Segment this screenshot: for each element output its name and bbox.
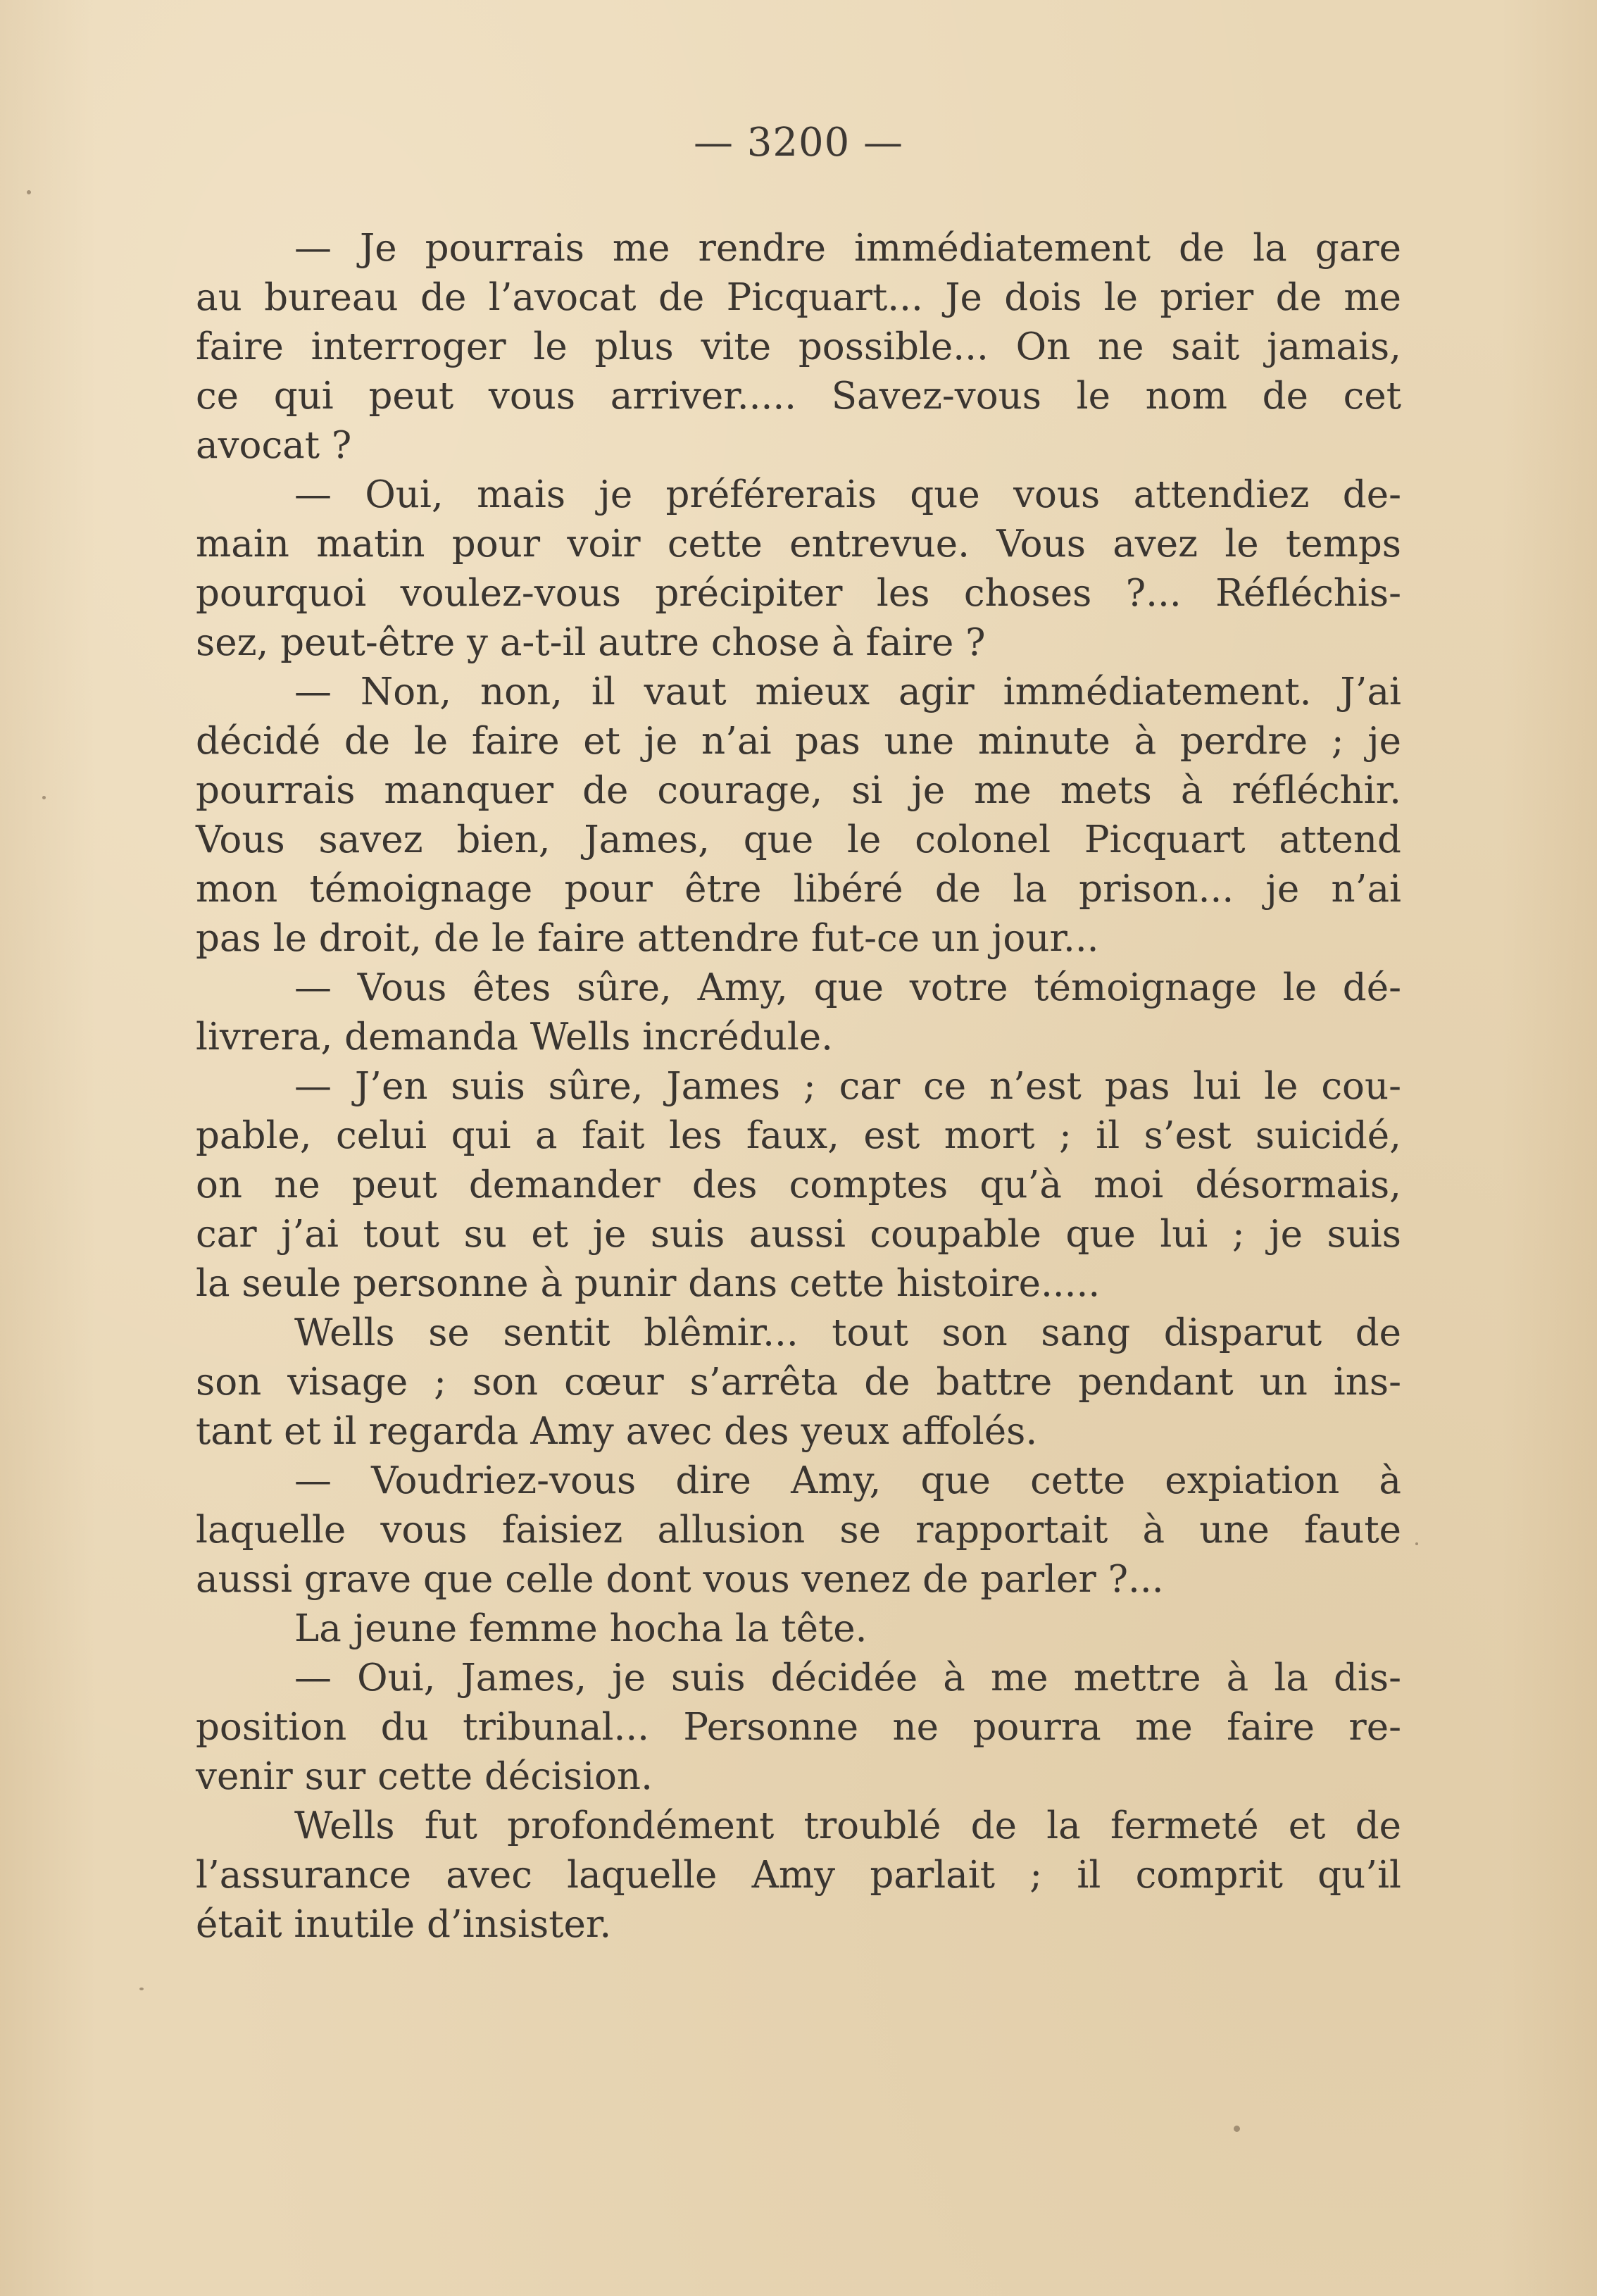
text-line: car j’ai tout su et je suis aussi coupable que lui ; je suis — [196, 1213, 1401, 1256]
text-line: tant et il regarda Amy avec des yeux affolés. — [196, 1410, 1038, 1453]
page-number: — 3200 — — [693, 120, 904, 166]
text-line: livrera, demanda Wells incrédule. — [196, 1016, 833, 1059]
text-line: — Je pourrais me rendre immédiatement de la gare — [294, 227, 1401, 270]
text-line: — J’en suis sûre, James ; car ce n’est pas lui le cou- — [294, 1065, 1401, 1108]
text-line: — Vous êtes sûre, Amy, que votre témoignage le dé- — [294, 966, 1401, 1009]
text-line: faire interroger le plus vite possible... On ne sait jamais, — [196, 325, 1401, 368]
text-line: pas le droit, de le faire attendre fut-ce un jour... — [196, 917, 1099, 960]
text-line: décidé de le faire et je n’ai pas une minute à perdre ; je — [196, 720, 1401, 763]
body-text — [196, 224, 1401, 1949]
text-line: Wells fut profondément troublé de la fermeté et de — [294, 1804, 1401, 1847]
text-line: La jeune femme hocha la tête. — [294, 1607, 868, 1650]
text-line: aussi grave que celle dont vous venez de parler ?... — [196, 1558, 1164, 1601]
text-line: — Non, non, il vaut mieux agir immédiatement. J’ai — [294, 670, 1401, 713]
text-line: main matin pour voir cette entrevue. Vous avez le temps — [196, 523, 1401, 566]
text-line: pable, celui qui a fait les faux, est mort ; il s’est suicidé, — [196, 1114, 1401, 1157]
text-line: pourquoi voulez-vous précipiter les choses ?... Réfléchis- — [196, 572, 1401, 615]
text-line: avocat ? — [196, 424, 352, 467]
text-line: l’assurance avec laquelle Amy parlait ; il comprit qu’il — [196, 1854, 1401, 1897]
text-line: ce qui peut vous arriver..... Savez-vous le nom de cet — [196, 375, 1401, 418]
text-line: — Oui, James, je suis décidée à me mettre à la dis- — [294, 1657, 1401, 1699]
text-line: était inutile d’insister. — [196, 1903, 612, 1946]
paper-speck — [139, 1988, 144, 1990]
text-line: mon témoignage pour être libéré de la prison... je n’ai — [196, 868, 1401, 911]
text-line: pourrais manquer de courage, si je me mets à réfléchir. — [196, 769, 1401, 812]
text-line: Vous savez bien, James, que le colonel Picquart attend — [196, 818, 1401, 861]
text-line: position du tribunal... Personne ne pourra me faire re- — [196, 1706, 1401, 1749]
paper-speck — [27, 190, 31, 194]
text-line: venir sur cette décision. — [196, 1755, 653, 1798]
text-line: Wells se sentit blêmir... tout son sang disparut de — [294, 1311, 1401, 1354]
text-line: — Oui, mais je préférerais que vous attendiez de- — [294, 473, 1401, 516]
text-line: son visage ; son cœur s’arrêta de battre pendant un ins- — [196, 1361, 1401, 1404]
paper-speck — [42, 796, 46, 799]
paper-speck — [1415, 1542, 1418, 1545]
text-line: la seule personne à punir dans cette histoire..... — [196, 1262, 1101, 1305]
text-line: laquelle vous faisiez allusion se rapportait à une faute — [196, 1509, 1401, 1552]
text-line: on ne peut demander des comptes qu’à moi désormais, — [196, 1163, 1401, 1206]
text-line: au bureau de l’avocat de Picquart... Je dois le prier de me — [196, 276, 1401, 319]
text-line: sez, peut-être y a-t-il autre chose à faire ? — [196, 621, 986, 664]
paper-speck — [1234, 2126, 1240, 2132]
text-line: — Voudriez-vous dire Amy, que cette expiation à — [294, 1459, 1401, 1502]
